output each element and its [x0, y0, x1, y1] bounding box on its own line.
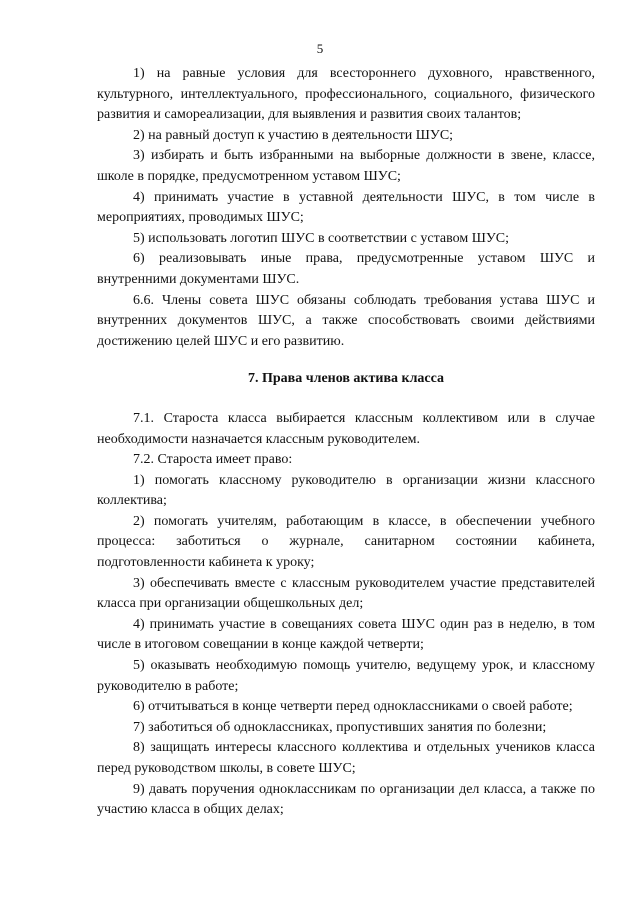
list-item: 3) избирать и быть избранными на выборные должности в звене, классе, школе в порядке, предусмотренном уставом ШУС;	[97, 148, 595, 184]
section-heading: 7. Права членов актива класса	[247, 371, 445, 387]
list-item: 5) оказывать необходимую помощь учителю, ведущему урок, и классному руководителю в работе;	[97, 658, 595, 694]
list-item: 9) давать поручения одноклассникам по организации дел класса, а также по участию класса в общих делах;	[97, 781, 595, 818]
list-item: 4) принимать участие в совещаниях совета ШУС один раз в неделю, в том числе в итоговом совещании в конце каждой четверти;	[97, 616, 595, 653]
list-item: 6) реализовывать иные права, предусмотренные уставом ШУС и внутренними документами ШУС.	[97, 251, 595, 287]
list-item: 8) защищать интересы классного коллектива и отдельных учеников класса перед руководством школы, в совете ШУС;	[97, 740, 595, 776]
list-item: 2) помогать учителям, работающим в классе, в обеспечении учебного процесса: заботиться о журнале, санитарном состоянии кабинета, подготовленности кабинета к уроку;	[97, 513, 595, 571]
page-number: 5	[316, 41, 324, 56]
document-body	[97, 64, 595, 821]
list-item: 5) использовать логотип ШУС в соответствии с уставом ШУС;	[133, 230, 509, 246]
list-item: 3) обеспечивать вместе с классным руководителем участие представителей класса при организации общешкольных дел;	[97, 575, 595, 612]
list-item: 1) помогать классному руководителю в организации жизни классного коллектива;	[97, 472, 595, 509]
list-item: 7) заботиться об одноклассниках, пропустивших занятия по болезни;	[133, 719, 547, 735]
paragraph: 7.1. Староста класса выбирается классным коллективом или в случае необходимости назначается классным руководителем.	[97, 410, 595, 447]
list-item: 1) на равные условия для всестороннего духовного, нравственного, культурного, интеллектуального, профессионального, социального, физического развития и самореализации, для выявления и развития своих талантов;	[97, 66, 595, 123]
paragraph: 7.2. Староста имеет право:	[133, 452, 293, 468]
list-item: 2) на равный доступ к участию в деятельности ШУС;	[133, 127, 454, 143]
list-item: 4) принимать участие в уставной деятельности ШУС, в том числе в мероприятиях, проводимых ШУС;	[97, 189, 595, 226]
list-item: 6) отчитываться в конце четверти перед одноклассниками о своей работе;	[133, 699, 573, 715]
paragraph: 6.6. Члены совета ШУС обязаны соблюдать требования устава ШУС и внутренних документов ШУС, а также способствовать своими действиями достижению целей ШУС и его развитию.	[97, 292, 595, 349]
